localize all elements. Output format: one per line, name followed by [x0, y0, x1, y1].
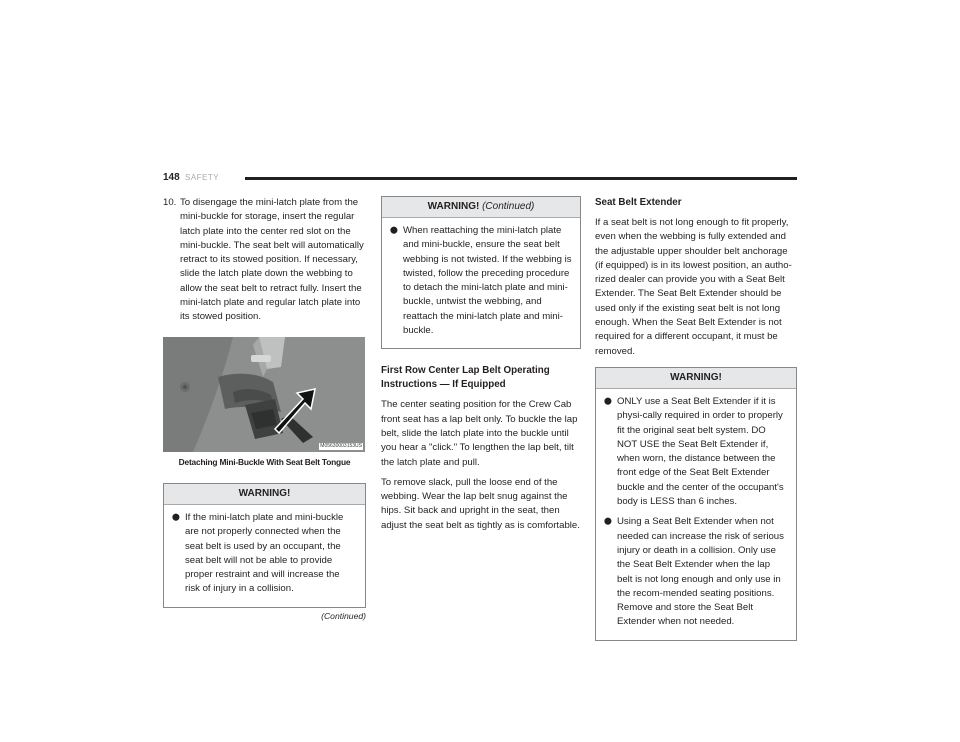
warning-item: ⬤ When reattaching the mini-latch plate and mini-buckle, ensure the seat belt webbing is not twisted. If the webbing is twisted, follow the preceding procedure to detach the mini-latch plate and mini-buckle, untwist the webbing, and reattach the mini-latch plate and mini-buckle.: [390, 224, 572, 338]
paragraph: If a seat belt is not long enough to fit properly, even when the webbing is fully extended and the adjustable upper shoulder belt anchorage (if equipped) is in its lowest position, an autho-rized dealer can provide you with a Seat Belt Extender. The Seat Belt Extender should be used only if the existing seat belt is not long enough. When the Seat Belt Extender is not required for a different occupant, it must be removed.: [595, 217, 792, 357]
warning-item: ⬤ Using a Seat Belt Extender when not needed can increase the risk of serious injury or death in a collision. Only use the Seat Belt Extender when the lap belt is not long enough and only use in the recom-mended seating positions. Remove and store the Seat Belt Extender when not needed.: [604, 515, 788, 629]
warning-title-continued: WARNING! (Continued): [382, 197, 580, 218]
step-text: To disengage the mini-latch plate from the mini-buckle for storage, insert the regular latch plate into the center red slot on the mini-buckle. The seat belt will automatically retract to its stowed position. If necessary, slide the latch plate down the webbing to allow the seat belt to retract fully. Insert the mini-latch plate and regular latch plate into its stowed position.: [180, 197, 364, 323]
column-1: [163, 196, 366, 623]
warning-item: ⬤ ONLY use a Seat Belt Extender if it is physi-cally required in order to properly fit the original seat belt system. DO NOT USE the Seat Belt Extender if, when worn, the distance between the front edge of the Seat Belt Extender buckle and the center of the occupant's body is LESS than 6 inches.: [604, 395, 788, 509]
bullet-icon: ⬤: [172, 513, 180, 521]
seat-belt-illustration: [163, 337, 365, 452]
figure-code: M05630003153US: [320, 442, 362, 449]
bullet-icon: ⬤: [390, 227, 398, 234]
header-rule: [245, 177, 797, 180]
paragraph: To remove slack, pull the loose end of the webbing. Wear the lap belt snug against the hips. Sit back and upright in the seat, then adjust the seat belt as tightly as is comfortable.: [381, 476, 580, 531]
warning-box-1: [163, 483, 366, 608]
page-number: 148: [163, 172, 180, 183]
page-header: [163, 172, 797, 184]
paragraph: The center seating position for the Crew Cab front seat has a lap belt only. To buckle the lap belt, slide the latch plate into the buckle until you hear a "click." To lengthen the lap belt, tilt the latch plate and pull.: [381, 399, 578, 468]
warning-box-2: [381, 196, 581, 349]
step-number: 10.: [163, 197, 177, 208]
section-heading: First Row Center Lap Belt Operating Instructions — If Equipped: [381, 365, 550, 391]
mini-buckle-figure: [163, 337, 365, 452]
section-title: SAFETY: [185, 173, 220, 182]
warning-title: WARNING!: [164, 484, 365, 505]
continued-label: (Continued): [321, 610, 366, 621]
warning-box-3: [595, 367, 797, 641]
bullet-icon: ⬤: [604, 518, 612, 526]
figure-caption: Detaching Mini-Buckle With Seat Belt Tongue: [178, 456, 351, 467]
section-heading: Seat Belt Extender: [595, 197, 682, 208]
warning-item: ⬤ If the mini-latch plate and mini-buckle are not properly connected when the seat belt is used by an occupant, the seat belt will not be able to provide proper restraint and will increase the risk of injury in a collision.: [172, 511, 357, 597]
warning-title: WARNING!: [596, 368, 796, 389]
column-2: [381, 196, 581, 539]
step-10: [163, 196, 366, 325]
bullet-icon: ⬤: [604, 397, 612, 405]
column-3: [595, 196, 797, 641]
